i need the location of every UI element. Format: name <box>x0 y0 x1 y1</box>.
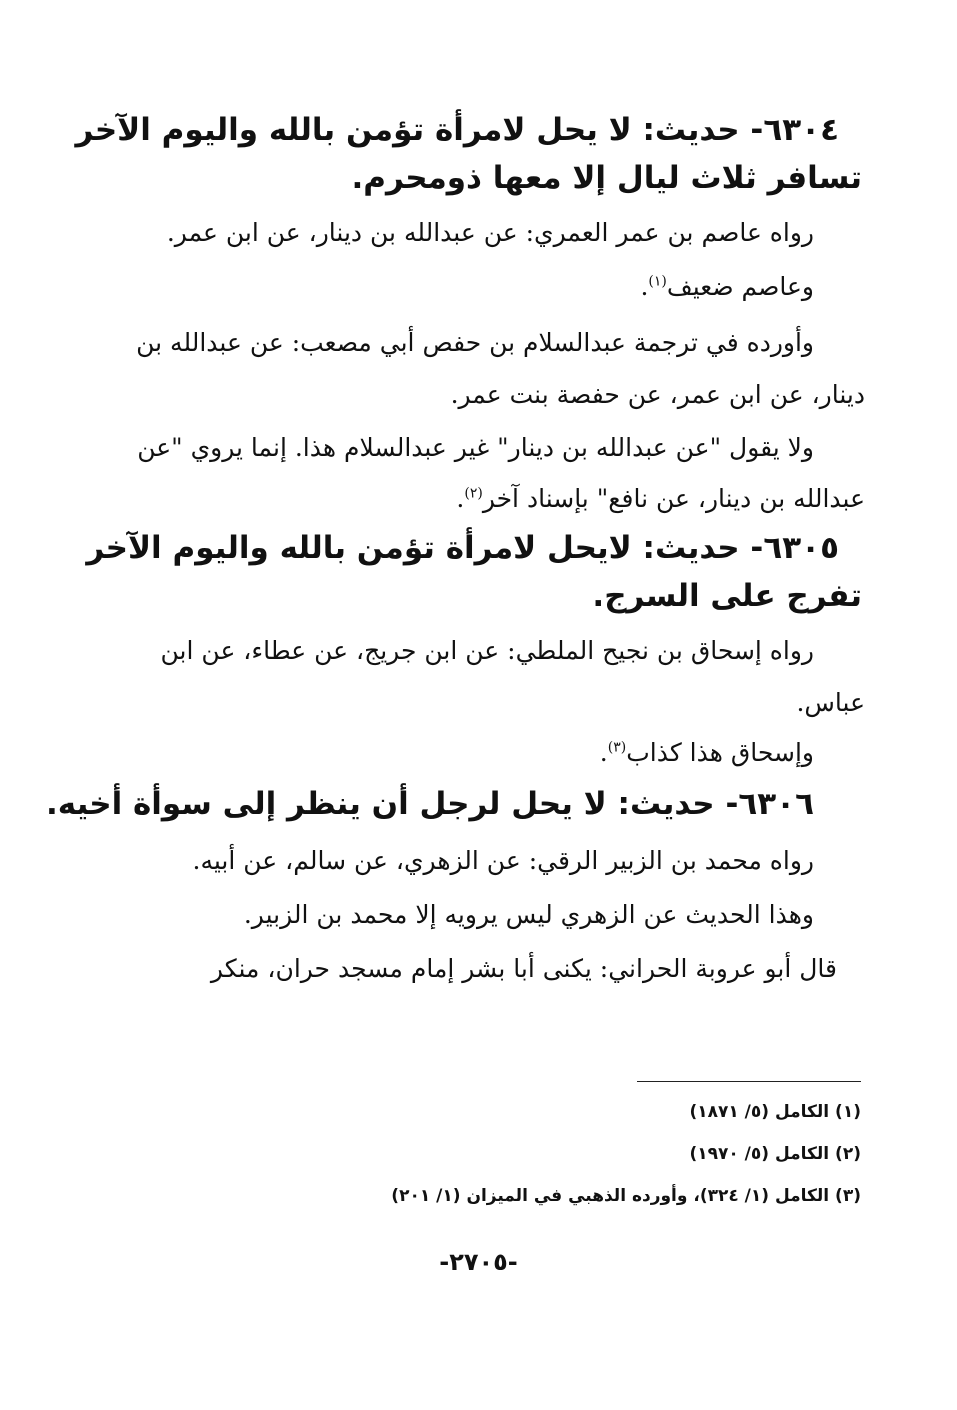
paragraph-comment-cont <box>456 484 865 513</box>
paragraph-narration: رواه محمد بن الزبير الرقي: عن الزهري، عن سالم، عن أبيه. <box>192 846 814 875</box>
sentence-end: . <box>640 272 649 301</box>
footnote-ref-2: (٢) <box>464 485 483 502</box>
hadith-heading-6305: ٦٣٠٥- حديث: لايحل لامرأة تؤمن بالله واليوم الآخر <box>86 530 839 566</box>
grading-text: وإسحاق هذا كذاب <box>626 738 814 767</box>
paragraph-comment: ولا يقول "عن عبدالله بن دينار" غير عبدالسلام هذا. إنما يروي "عن <box>137 433 814 462</box>
paragraph-mention-cont: دينار، عن ابن عمر، عن حفصة بنت عمر. <box>450 380 865 409</box>
footnote-3: (٣) الكامل (١/ ٣٢٤)، وأورده الذهبي في الميزان (١/ ٢٠١) <box>391 1186 861 1206</box>
comment-text: عبدالله بن دينار، عن نافع" بإسناد آخر <box>482 484 865 513</box>
sentence-end: . <box>599 738 608 767</box>
hadith-heading-6304-cont: تسافر ثلاث ليال إلا معها ذومحرم. <box>351 160 862 196</box>
grading-text: وعاصم ضعيف <box>666 272 814 301</box>
hadith-heading-6304: ٦٣٠٤- حديث: لا يحل لامرأة تؤمن بالله واليوم الآخر <box>75 112 839 148</box>
footnote-divider <box>637 1081 861 1082</box>
sentence-end: . <box>456 484 465 513</box>
paragraph-grading <box>640 272 814 301</box>
paragraph-narration: رواه عاصم بن عمر العمري: عن عبدالله بن دينار، عن ابن عمر. <box>166 218 814 247</box>
footnote-1: (١) الكامل (٥/ ١٨٧١) <box>689 1102 861 1122</box>
paragraph-mention: وأورده في ترجمة عبدالسلام بن حفص أبي مصعب: عن عبدالله بن <box>136 328 814 357</box>
hadith-heading-6305-cont: تفرج على السرج. <box>592 578 862 614</box>
paragraph-narration: رواه إسحاق بن نجيح الملطي: عن ابن جريج، عن عطاء، عن ابن <box>160 636 814 665</box>
paragraph-narration-cont: عباس. <box>796 688 865 717</box>
footnote-ref-1: (١) <box>648 273 667 290</box>
paragraph-grading <box>600 738 814 767</box>
footnote-ref-3: (٣) <box>607 739 627 756</box>
paragraph-quote: قال أبو عروبة الحراني: يكنى أبا بشر إمام مسجد حران، منكر <box>210 954 837 983</box>
page-number: -٢٧٠٥- <box>439 1248 518 1276</box>
footnote-2: (٢) الكامل (٥/ ١٩٧٠) <box>689 1144 861 1164</box>
hadith-heading-6306: ٦٣٠٦- حديث: لا يحل لرجل أن ينظر إلى سوأة أخيه. <box>46 786 814 822</box>
paragraph-remark: وهذا الحديث عن الزهري ليس يرويه إلا محمد بن الزبير. <box>243 900 814 929</box>
